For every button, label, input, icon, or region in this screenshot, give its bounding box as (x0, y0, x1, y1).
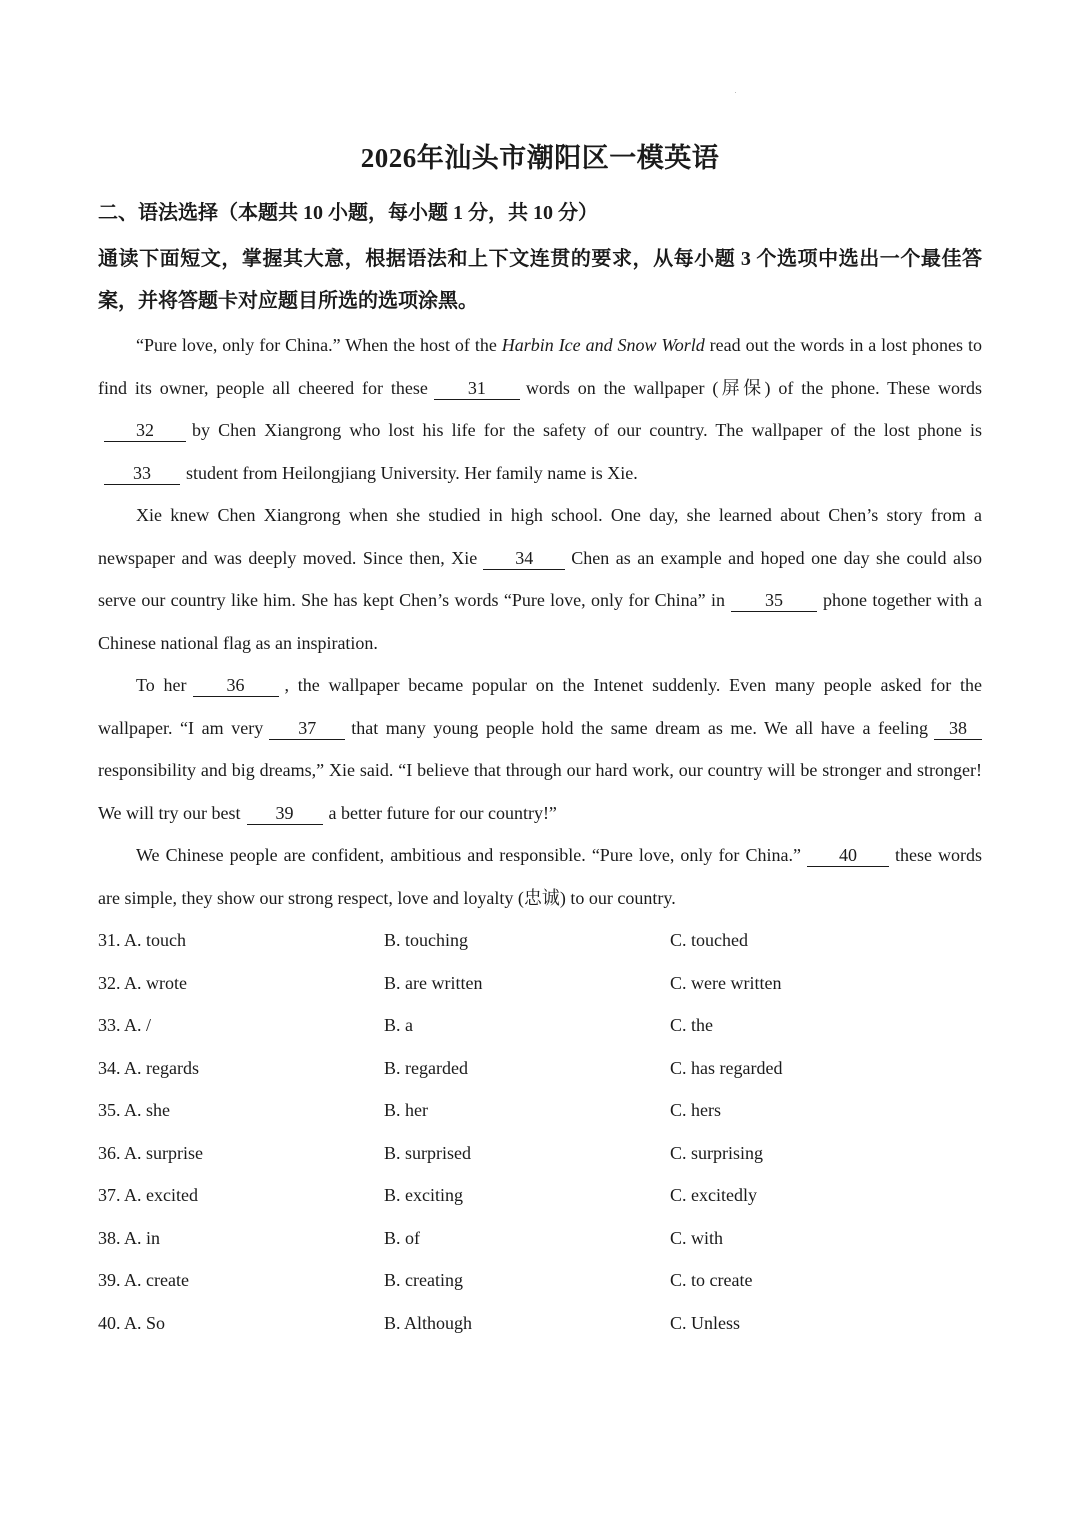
text: “Pure love, only for China.” When the host of the (136, 335, 502, 355)
passage-paragraph-1 (98, 324, 982, 494)
text: a better future for our country!” (328, 802, 557, 823)
option-b: B. touching (384, 930, 468, 950)
option-a: 39. A. create (98, 1270, 189, 1290)
blank-34: 34 (483, 547, 565, 570)
text: We Chinese people are confident, ambitious and responsible. “Pure love, only for China.” (136, 845, 801, 865)
text: phone together with a Chinese national flag as an inspiration. (98, 590, 982, 653)
option-row (98, 1089, 982, 1132)
option-row (98, 1259, 982, 1302)
option-c: C. touched (670, 930, 748, 950)
option-row (98, 1302, 982, 1345)
option-b: B. regarded (384, 1057, 468, 1078)
option-b: B. creating (384, 1270, 463, 1290)
option-b: B. of (384, 1227, 420, 1248)
option-a: 34. A. regards (98, 1057, 199, 1078)
option-a: 37. A. excited (98, 1185, 198, 1205)
option-c: C. the (670, 1015, 713, 1035)
text: student from Heilongjiang University. Her family name is Xie. (186, 462, 638, 483)
text: that many young people hold the same dream as me. We all have a feeling (351, 717, 928, 738)
option-b: B. exciting (384, 1185, 463, 1205)
blank-35: 35 (731, 589, 817, 612)
option-a: 32. A. wrote (98, 972, 187, 993)
option-c: C. to create (670, 1270, 753, 1290)
blank-33: 33 (104, 462, 180, 485)
passage-paragraph-3 (98, 664, 982, 834)
option-row (98, 1004, 982, 1047)
option-a: 38. A. in (98, 1227, 161, 1248)
passage-paragraph-4 (98, 834, 982, 919)
option-c: C. surprising (670, 1142, 764, 1163)
option-c: C. hers (670, 1100, 721, 1120)
scan-speck (735, 92, 736, 93)
option-b: B. surprised (384, 1142, 471, 1163)
text: Chen as an example and hoped one day she could also serve our country like him. She has kept Chen’s words “Pure love, only for China” in (98, 547, 983, 610)
option-c: C. has regarded (670, 1057, 783, 1078)
option-a: 40. A. So (98, 1312, 166, 1333)
text: , the wallpaper became popular on the Intenet suddenly. Even many people asked for the wallpaper. “I am very (98, 675, 982, 738)
section-heading: 二、语法选择（本题共 10 小题，每小题 1 分，共 10 分） (98, 202, 598, 224)
page-title: 2026年汕头市潮阳区一模英语 (360, 143, 720, 173)
text: these words are simple, they show our strong respect, love and loyalty (忠诚) to our country. (98, 845, 983, 908)
option-c: C. with (670, 1227, 724, 1248)
option-b: B. are written (384, 972, 483, 993)
instructions: 通读下面短文，掌握其大意，根据语法和上下文连贯的要求，从每小题 3 个选项中选出一个最佳答案，并将答题卡对应题目所选的选项涂黑。 (98, 248, 982, 312)
blank-31: 31 (434, 377, 520, 400)
option-row (98, 919, 982, 962)
exam-page (98, 138, 982, 1344)
passage (98, 324, 982, 919)
option-c: C. were written (670, 972, 782, 993)
option-b: B. a (384, 1015, 413, 1035)
text: responsibility and big dreams,” Xie said. “I believe that through our hard work, our country will be stronger and stronger! We will try our best (98, 760, 982, 823)
option-c: C. excitedly (670, 1185, 757, 1205)
option-row (98, 1217, 982, 1260)
text: To her (136, 675, 187, 695)
blank-36: 36 (193, 674, 279, 697)
option-a: 33. A. / (98, 1015, 152, 1035)
option-row (98, 1047, 982, 1090)
option-a: 35. A. she (98, 1100, 170, 1120)
option-b: B. her (384, 1100, 428, 1120)
option-c: C. Unless (670, 1312, 741, 1333)
option-b: B. Although (384, 1312, 473, 1333)
text: Xie knew Chen Xiangrong when she studied in high school. One day, she learned about Chen’s story from a newspaper and was deeply moved. Since then, Xie (98, 505, 982, 568)
blank-38: 38 (934, 717, 982, 740)
blank-40: 40 (807, 844, 889, 867)
option-row (98, 1132, 982, 1175)
blank-32: 32 (104, 419, 186, 442)
text: by Chen Xiangrong who lost his life for the safety of our country. The wallpaper of the lost phone is (192, 420, 982, 440)
blank-39: 39 (247, 802, 323, 825)
blank-37: 37 (269, 717, 345, 740)
passage-paragraph-2 (98, 494, 982, 664)
text: read out the words in a lost phones to find its owner, people all cheered for these (98, 335, 982, 398)
text: words on the wallpaper (屏保) of the phone. These words (525, 377, 982, 398)
option-row (98, 962, 982, 1005)
option-a: 36. A. surprise (98, 1142, 203, 1163)
option-row (98, 1174, 982, 1217)
option-a: 31. A. touch (98, 930, 186, 950)
italic-venue-name: Harbin Ice and Snow World (501, 335, 705, 355)
answer-options (98, 919, 982, 1344)
